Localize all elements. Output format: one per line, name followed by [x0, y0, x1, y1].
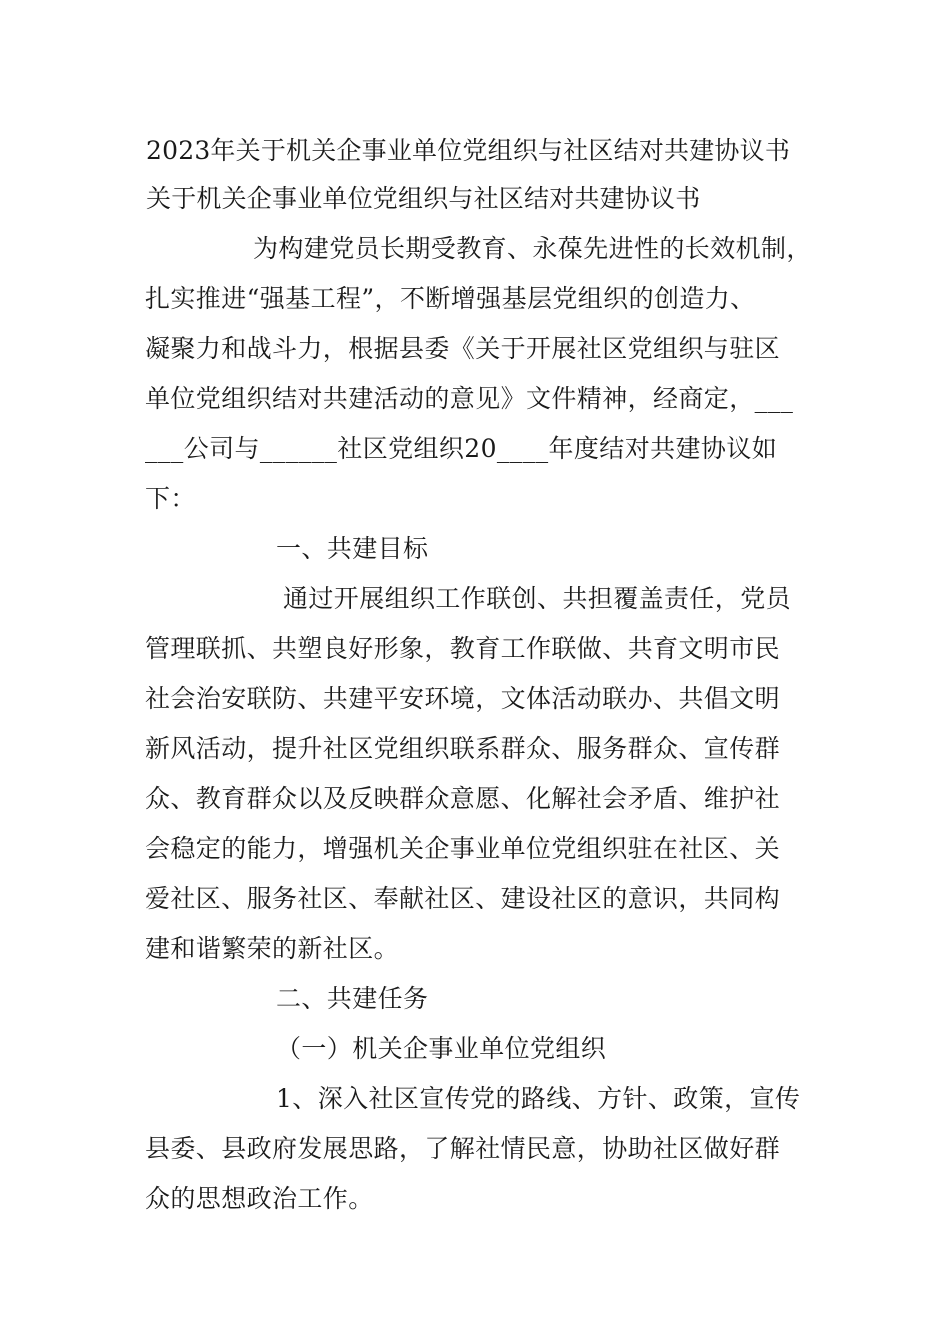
section1-line: 建和谐繁荣的新社区。: [145, 934, 400, 963]
section1-line: 爱社区、服务社区、奉献社区、建设社区的意识，共同构: [145, 884, 781, 913]
item-line: 众的思想政治工作。: [145, 1184, 374, 1213]
intro-line: 下：: [145, 484, 196, 513]
section1-line: 管理联抓、共塑良好形象，教育工作联做、共育文明市民: [145, 634, 781, 663]
intro-line: ___公司与______社区党组织20____年度结对共建协议如: [145, 434, 778, 463]
subsection-heading: （一）机关企事业单位党组织: [276, 1034, 607, 1063]
section1-line: 通过开展组织工作联创、共担覆盖责任，党员: [283, 584, 792, 613]
intro-line: 凝聚力和战斗力，根据县委《关于开展社区党组织与驻区: [145, 334, 781, 363]
intro-line: 扎实推进“强基工程”，不断增强基层党组织的创造力、: [145, 284, 756, 313]
section1-line: 新风活动，提升社区党组织联系群众、服务群众、宣传群: [145, 734, 781, 763]
intro-line: 为构建党员长期受教育、永葆先进性的长效机制，: [253, 234, 812, 263]
section1-line: 会稳定的能力，增强机关企事业单位党组织驻在社区、关: [145, 834, 781, 863]
item-line: 县委、县政府发展思路，了解社情民意，协助社区做好群: [145, 1134, 781, 1163]
section1-line: 社会治安联防、共建平安环境，文体活动联办、共倡文明: [145, 684, 781, 713]
section1-line: 众、教育群众以及反映群众意愿、化解社会矛盾、维护社: [145, 784, 781, 813]
document-title: 2023年关于机关企事业单位党组织与社区结对共建协议书: [146, 136, 791, 165]
document-subtitle: 关于机关企事业单位党组织与社区结对共建协议书: [146, 184, 701, 213]
section-heading: 一、共建目标: [276, 534, 429, 563]
intro-line: 单位党组织结对共建活动的意见》文件精神，经商定，___: [145, 384, 794, 413]
item-line: 1、深入社区宣传党的路线、方针、政策，宣传: [276, 1084, 801, 1113]
section-heading: 二、共建任务: [276, 984, 429, 1013]
